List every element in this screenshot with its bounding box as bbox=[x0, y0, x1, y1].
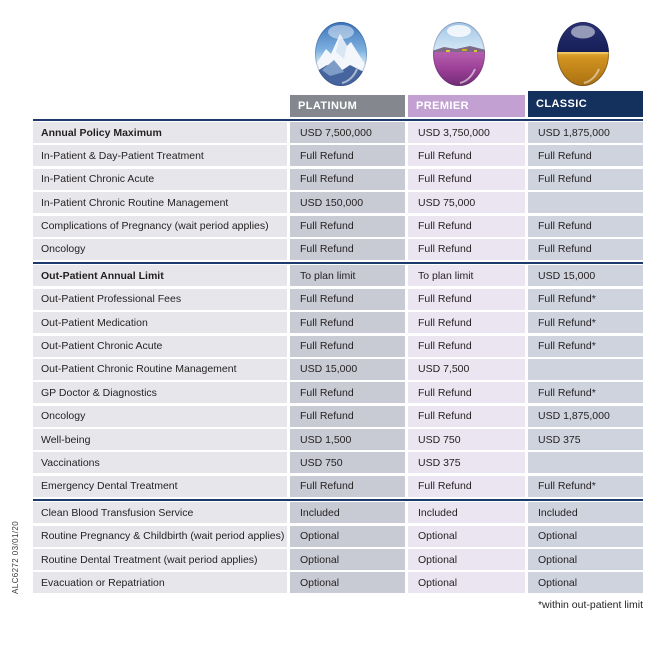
classic-value: Included bbox=[528, 502, 643, 523]
classic-value: USD 15,000 bbox=[528, 265, 643, 286]
benefit-label: Routine Dental Treatment (wait period applies) bbox=[33, 549, 287, 570]
classic-header-label: CLASSIC bbox=[536, 98, 588, 110]
benefit-label: Out-Patient Chronic Acute bbox=[33, 336, 287, 357]
platinum-value: USD 750 bbox=[290, 452, 405, 473]
premier-value: USD 375 bbox=[408, 452, 525, 473]
classic-value: Full Refund* bbox=[528, 289, 643, 310]
classic-value: USD 1,875,000 bbox=[528, 122, 643, 143]
platinum-value: Optional bbox=[290, 549, 405, 570]
classic-wheat-icon bbox=[556, 21, 610, 87]
classic-value: USD 1,875,000 bbox=[528, 406, 643, 427]
classic-value: Optional bbox=[528, 572, 643, 593]
platinum-value: Full Refund bbox=[290, 289, 405, 310]
platinum-value: To plan limit bbox=[290, 265, 405, 286]
classic-value bbox=[528, 192, 643, 213]
platinum-value: USD 7,500,000 bbox=[290, 122, 405, 143]
table-row bbox=[33, 239, 643, 260]
table-row bbox=[33, 452, 643, 473]
section-divider bbox=[33, 499, 643, 501]
document-code: ALC6272 03/01/20 bbox=[11, 520, 20, 594]
platinum-header-label: PLATINUM bbox=[298, 100, 358, 112]
premier-value: Full Refund bbox=[408, 336, 525, 357]
table-row bbox=[33, 312, 643, 333]
platinum-value: Full Refund bbox=[290, 216, 405, 237]
benefit-label: In-Patient Chronic Routine Management bbox=[33, 192, 287, 213]
premier-value: USD 750 bbox=[408, 429, 525, 450]
premier-value: Full Refund bbox=[408, 476, 525, 497]
platinum-value: Full Refund bbox=[290, 239, 405, 260]
platinum-value: USD 150,000 bbox=[290, 192, 405, 213]
platinum-value: USD 1,500 bbox=[290, 429, 405, 450]
premier-value: USD 3,750,000 bbox=[408, 122, 525, 143]
table-row bbox=[33, 336, 643, 357]
platinum-value: Full Refund bbox=[290, 312, 405, 333]
table-row bbox=[33, 526, 643, 547]
platinum-value: USD 15,000 bbox=[290, 359, 405, 380]
premier-value: Full Refund bbox=[408, 289, 525, 310]
classic-value: Full Refund* bbox=[528, 382, 643, 403]
classic-value: Full Refund bbox=[528, 239, 643, 260]
premier-value: Full Refund bbox=[408, 169, 525, 190]
premier-value: Full Refund bbox=[408, 406, 525, 427]
benefit-label: In-Patient Chronic Acute bbox=[33, 169, 287, 190]
classic-value bbox=[528, 359, 643, 380]
table-row bbox=[33, 549, 643, 570]
benefit-label: Oncology bbox=[33, 406, 287, 427]
platinum-mountain-icon bbox=[314, 21, 368, 87]
classic-value: Full Refund bbox=[528, 216, 643, 237]
benefit-label: Vaccinations bbox=[33, 452, 287, 473]
premier-value: Optional bbox=[408, 526, 525, 547]
premier-value: USD 75,000 bbox=[408, 192, 525, 213]
classic-value: USD 375 bbox=[528, 429, 643, 450]
table-row bbox=[33, 502, 643, 523]
benefit-label: Clean Blood Transfusion Service bbox=[33, 502, 287, 523]
platinum-value: Full Refund bbox=[290, 382, 405, 403]
benefit-label: Annual Policy Maximum bbox=[33, 122, 287, 143]
benefit-label: Out-Patient Chronic Routine Management bbox=[33, 359, 287, 380]
platinum-value: Full Refund bbox=[290, 336, 405, 357]
classic-value: Full Refund bbox=[528, 169, 643, 190]
benefit-label: Emergency Dental Treatment bbox=[33, 476, 287, 497]
premier-value: To plan limit bbox=[408, 265, 525, 286]
platinum-value: Optional bbox=[290, 526, 405, 547]
footnote: *within out-patient limit bbox=[537, 599, 643, 611]
platinum-value: Full Refund bbox=[290, 169, 405, 190]
platinum-column-header bbox=[290, 95, 405, 117]
benefits-table bbox=[33, 119, 643, 596]
premier-value: Full Refund bbox=[408, 216, 525, 237]
table-row bbox=[33, 289, 643, 310]
benefit-label: Well-being bbox=[33, 429, 287, 450]
benefit-label: In-Patient & Day-Patient Treatment bbox=[33, 145, 287, 166]
table-row bbox=[33, 572, 643, 593]
benefit-label: Out-Patient Annual Limit bbox=[33, 265, 287, 286]
table-row bbox=[33, 382, 643, 403]
premier-value: Optional bbox=[408, 549, 525, 570]
table-row bbox=[33, 406, 643, 427]
premier-value: Full Refund bbox=[408, 239, 525, 260]
premier-value: Included bbox=[408, 502, 525, 523]
benefit-label: Oncology bbox=[33, 239, 287, 260]
benefit-label: Evacuation or Repatriation bbox=[33, 572, 287, 593]
premier-value: Optional bbox=[408, 572, 525, 593]
premier-header-label: PREMIER bbox=[416, 100, 469, 112]
benefit-label: Routine Pregnancy & Childbirth (wait period applies) bbox=[33, 526, 287, 547]
section-divider bbox=[33, 262, 643, 264]
benefit-label: Complications of Pregnancy (wait period applies) bbox=[33, 216, 287, 237]
premier-value: Full Refund bbox=[408, 382, 525, 403]
benefit-label: Out-Patient Medication bbox=[33, 312, 287, 333]
classic-value: Full Refund bbox=[528, 145, 643, 166]
platinum-value: Full Refund bbox=[290, 476, 405, 497]
table-row bbox=[33, 192, 643, 213]
table-row bbox=[33, 476, 643, 497]
table-row bbox=[33, 122, 643, 143]
platinum-value: Optional bbox=[290, 572, 405, 593]
platinum-value: Included bbox=[290, 502, 405, 523]
platinum-value: Full Refund bbox=[290, 145, 405, 166]
classic-value: Full Refund* bbox=[528, 336, 643, 357]
benefit-label: Out-Patient Professional Fees bbox=[33, 289, 287, 310]
premier-value: Full Refund bbox=[408, 312, 525, 333]
classic-column-header bbox=[528, 91, 643, 117]
table-row bbox=[33, 265, 643, 286]
premier-value: USD 7,500 bbox=[408, 359, 525, 380]
table-row bbox=[33, 145, 643, 166]
classic-value: Optional bbox=[528, 549, 643, 570]
classic-value: Full Refund* bbox=[528, 476, 643, 497]
table-row bbox=[33, 169, 643, 190]
table-row bbox=[33, 429, 643, 450]
premier-value: Full Refund bbox=[408, 145, 525, 166]
section-divider bbox=[33, 119, 643, 121]
table-row bbox=[33, 216, 643, 237]
premier-column-header bbox=[408, 95, 525, 117]
classic-value bbox=[528, 452, 643, 473]
classic-value: Optional bbox=[528, 526, 643, 547]
platinum-value: Full Refund bbox=[290, 406, 405, 427]
benefit-label: GP Doctor & Diagnostics bbox=[33, 382, 287, 403]
classic-value: Full Refund* bbox=[528, 312, 643, 333]
table-row bbox=[33, 359, 643, 380]
premier-lavender-icon bbox=[432, 21, 486, 87]
